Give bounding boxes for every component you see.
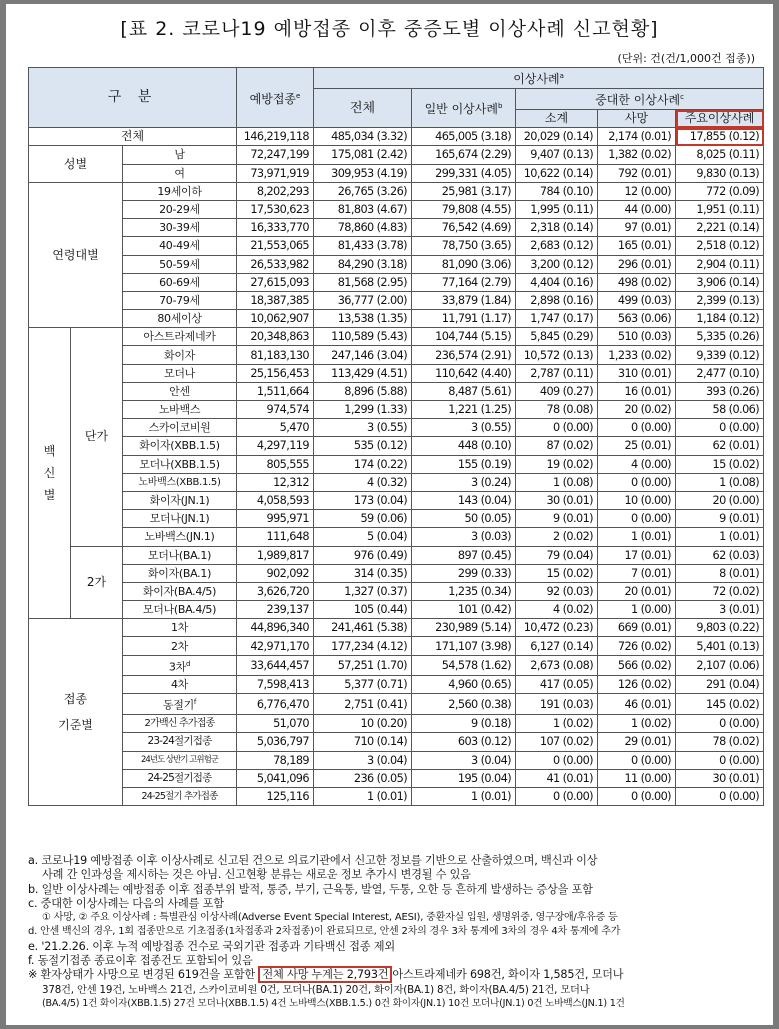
table-row: 동절기$^f$ 6,776,470 2,751 (0.41) 2,560 (0.38) 191 (0.03) 46 (0.01) 145 (0.02) [29,694,764,715]
table-row: 모더나(JN.1) 995,971 59 (0.06) 50 (0.05) 9 (0.01) 0 (0.00) 9 (0.01) [29,510,764,528]
table-row: 모더나 25,156,453 113,429 (4.51) 110,642 (4.40) 2,787 (0.11) 310 (0.01) 2,477 (0.10) [29,364,764,382]
table-row: 연령대별 19세이하 8,202,293 26,765 (3.26) 25,981 (3.17) 784 (0.10) 12 (0.00) 772 (0.09) [29,182,764,200]
header-adverse-events: 이상사례$^a$ [314,68,764,89]
table-row: 70-79세 18,387,385 36,777 (2.00) 33,879 (1.84) 2,898 (0.16) 499 (0.03) 2,399 (0.13) [29,291,764,309]
table-row: 60-69세 27,615,093 81,568 (2.95) 77,164 (2.79) 4,404 (0.16) 498 (0.02) 3,906 (0.14) [29,273,764,291]
table-row: 20-29세 17,530,623 81,803 (4.67) 79,808 (4.55) 1,995 (0.11) 44 (0.00) 1,951 (0.11) [29,200,764,218]
table-row: 화이자(BA.1) 902,092 314 (0.35) 299 (0.33) 15 (0.02) 7 (0.01) 8 (0.01) [29,564,764,582]
table-row: 4차 7,598,413 5,377 (0.71) 4,960 (0.65) 417 (0.05) 126 (0.02) 291 (0.04) [29,676,764,694]
header-death: 사망 [598,110,676,128]
header-serious: 중대한 이상사례$^c$ [516,89,764,110]
group-dose: 접종 기준별 [29,619,123,806]
note-deaths: ※ 환자상태가 사망으로 변경된 619건을 포함한 전체 사망 누계는 2,793건 아스트라제네카 698건, 화이자 1,585건, 모더나 [28,968,624,982]
table-row: 성별 남 72,247,199 175,081 (2.42) 165,674 (2.29) 9,407 (0.13) 1,382 (0.02) 8,025 (0.11) [29,146,764,164]
group-vaccine: 백 신 별 [29,328,71,619]
group-bivalent: 2가 [71,546,123,619]
table-row: 노바백스 974,574 1,299 (1.33) 1,221 (1.25) 78 (0.08) 20 (0.02) 58 (0.06) [29,401,764,419]
group-sex: 성별 [29,146,123,182]
group-monovalent: 단가 [71,328,123,546]
table-row: 모더나(XBB.1.5) 805,555 174 (0.22) 155 (0.19) 19 (0.02) 4 (0.00) 15 (0.02) [29,455,764,473]
note-c: c. 중대한 이상사례는 다음의 사례를 포함 [28,896,224,910]
table-row: 24-25절기접종 5,041,096 236 (0.05) 195 (0.04) 41 (0.01) 11 (0.00) 30 (0.01) [29,769,764,787]
table-row: 안센 1,511,664 8,896 (5.88) 8,487 (5.61) 409 (0.27) 16 (0.01) 393 (0.26) [29,382,764,400]
table-row: 2가백신 추가접종 51,070 10 (0.20) 9 (0.18) 1 (0.02) 1 (0.02) 0 (0.00) [29,715,764,733]
document-page [6,4,773,1025]
table-row: 노바백스(JN.1) 111,648 5 (0.04) 3 (0.03) 2 (0.02) 1 (0.01) 1 (0.01) [29,528,764,546]
header-major: 주요이상사례 [676,110,764,128]
note-deaths-cont: 378건, 안센 19건, 노바백스 21건, 스카이코비원 0건, 모더나(BA.1) 20건, 화이자(BA.1) 8건, 화이자(BA.4/5) 21건, 모더나 [42,983,590,996]
table-row: 접종 기준별 1차 44,896,340 241,461 (5.38) 230,989 (5.14) 10,472 (0.23) 669 (0.01) 9,803 (0.22) [29,619,764,637]
note-deaths-cont2: (BA.4/5) 1건 화이자(XBB.1.5) 27건 모더나(XBB.1.5) 4건 노바백스(XBB.1.5.) 0건 화이자(JN.1) 10건 모더나(JN.1) 0건 노바백스(JN.1) 1건 [42,997,625,1009]
header-subtotal: 소계 [516,110,598,128]
note-a-cont: 사례 간 인과성을 제시하는 것은 아님. 신고현황 분류는 새로운 정보 추가시 변경될 수 있음 [42,868,471,882]
table-row: 화이자(BA.4/5) 3,626,720 1,327 (0.37) 1,235 (0.34) 92 (0.03) 20 (0.01) 72 (0.02) [29,582,764,600]
table-row: 노바백스(XBB.1.5) 12,312 4 (0.32) 3 (0.24) 1 (0.08) 0 (0.00) 1 (0.08) [29,473,764,491]
note-a: a. 코로나19 예방접종 이후 이상사례로 신고된 건으로 의료기관에서 신고한 정보를 기반으로 산출하였으며, 백신과 이상 [28,854,598,867]
header-vaccinations: 예방접종$^e$ [237,68,314,128]
highlighted-major-total: 17,855 (0.12) [676,128,764,146]
footnotes [28,854,758,1011]
adverse-events-table [28,67,764,806]
table-row: 2차 42,971,170 177,234 (4.12) 171,107 (3.98) 6,127 (0.14) 726 (0.02) 5,401 (0.13) [29,637,764,655]
table-row: 50-59세 26,533,982 84,290 (3.18) 81,090 (3.06) 3,200 (0.12) 296 (0.01) 2,904 (0.11) [29,255,764,273]
note-d: d. 안센 백신의 경우, 1회 접종만으로 기초접종(1차접종과 2차접종)이 완료되므로, 안센 2차의 경우 3차 통계에 3차의 경우 4차 통계에 추가 [28,926,621,938]
table-title: [표 2. 코로나19 예방접종 이후 중증도별 이상사례 신고현황] [120,18,659,40]
table-row: 30-39세 16,333,770 78,860 (4.83) 76,542 (4.69) 2,318 (0.14) 97 (0.01) 2,221 (0.14) [29,219,764,237]
table-row: 2가 모더나(BA.1) 1,989,817 976 (0.49) 897 (0.45) 79 (0.04) 17 (0.01) 62 (0.03) [29,546,764,564]
header-general: 일반 이상사례$^b$ [412,89,516,128]
table-row: 스카이코비원 5,470 3 (0.55) 3 (0.55) 0 (0.00) 0 (0.00) 0 (0.00) [29,419,764,437]
table-row: 80세이상 10,062,907 13,538 (1.35) 11,791 (1.17) 1,747 (0.17) 563 (0.06) 1,184 (0.12) [29,310,764,328]
table-row: 백 신 별 단가 아스트라제네카 20,348,863 110,589 (5.43) 104,744 (5.15) 5,845 (0.29) 510 (0.03) 5,335 (0.26) [29,328,764,346]
note-e: e. '21.2.26. 이후 누적 예방접종 건수로 국외기관 접종과 기타백신 접종 제외 [28,939,395,953]
highlighted-total-deaths: 전체 사망 누계는 2,793건 [258,966,392,983]
note-f: f. 동절기접종 종료이후 접종건도 포함되어 있음 [28,954,253,968]
table-row: 화이자 81,183,130 247,146 (3.04) 236,574 (2.91) 10,572 (0.13) 1,233 (0.02) 9,339 (0.12) [29,346,764,364]
table-row: 모더나(BA.4/5) 239,137 105 (0.44) 101 (0.42) 4 (0.02) 1 (0.00) 3 (0.01) [29,601,764,619]
table-row: 24-25절기 추가접종 125,116 1 (0.01) 1 (0.01) 0 (0.00) 0 (0.00) 0 (0.00) [29,787,764,805]
header-total: 전체 [314,89,412,128]
table-row: 40-49세 21,553,065 81,433 (3.78) 78,750 (3.65) 2,683 (0.12) 165 (0.01) 2,518 (0.12) [29,237,764,255]
note-c-cont: ① 사망, ② 주요 이상사례 : 특별관심 이상사례(Adverse Event Special Interest, AESI), 중환자실 입원, 생명위중, 영구장애/후유증 등 [42,912,618,924]
table-row: 화이자(JN.1) 4,058,593 173 (0.04) 143 (0.04) 30 (0.01) 10 (0.00) 20 (0.00) [29,491,764,509]
table-row: 화이자(XBB.1.5) 4,297,119 535 (0.12) 448 (0.10) 87 (0.02) 25 (0.01) 62 (0.01) [29,437,764,455]
table-row: 24년도 상반기 고위험군 78,189 3 (0.04) 3 (0.04) 0 (0.00) 0 (0.00) 0 (0.00) [29,751,764,769]
table-row: 전체 146,219,118 485,034 (3.32) 465,005 (3.18) 20,029 (0.14) 2,174 (0.01) 17,855 (0.12) [29,128,764,146]
table-row: 여 73,971,919 309,953 (4.19) 299,331 (4.05) 10,622 (0.14) 792 (0.01) 9,830 (0.13) [29,164,764,182]
table-row: 23-24절기접종 5,036,797 710 (0.14) 603 (0.12) 107 (0.02) 29 (0.01) 78 (0.02) [29,733,764,751]
table-row: 3차$^d$ 33,644,457 57,251 (1.70) 54,578 (1.62) 2,673 (0.08) 566 (0.02) 2,107 (0.06) [29,655,764,676]
group-age: 연령대별 [29,182,123,328]
note-b: b. 일반 이상사례는 예방접종 이후 접종부위 발적, 통증, 부기, 근육통, 발열, 두통, 오한 등 흔하게 발생하는 증상을 포함 [28,882,593,896]
header-category: 구 분 [29,68,237,128]
unit-label: (단위: 건(건/1,000건 접종)) [617,52,755,65]
